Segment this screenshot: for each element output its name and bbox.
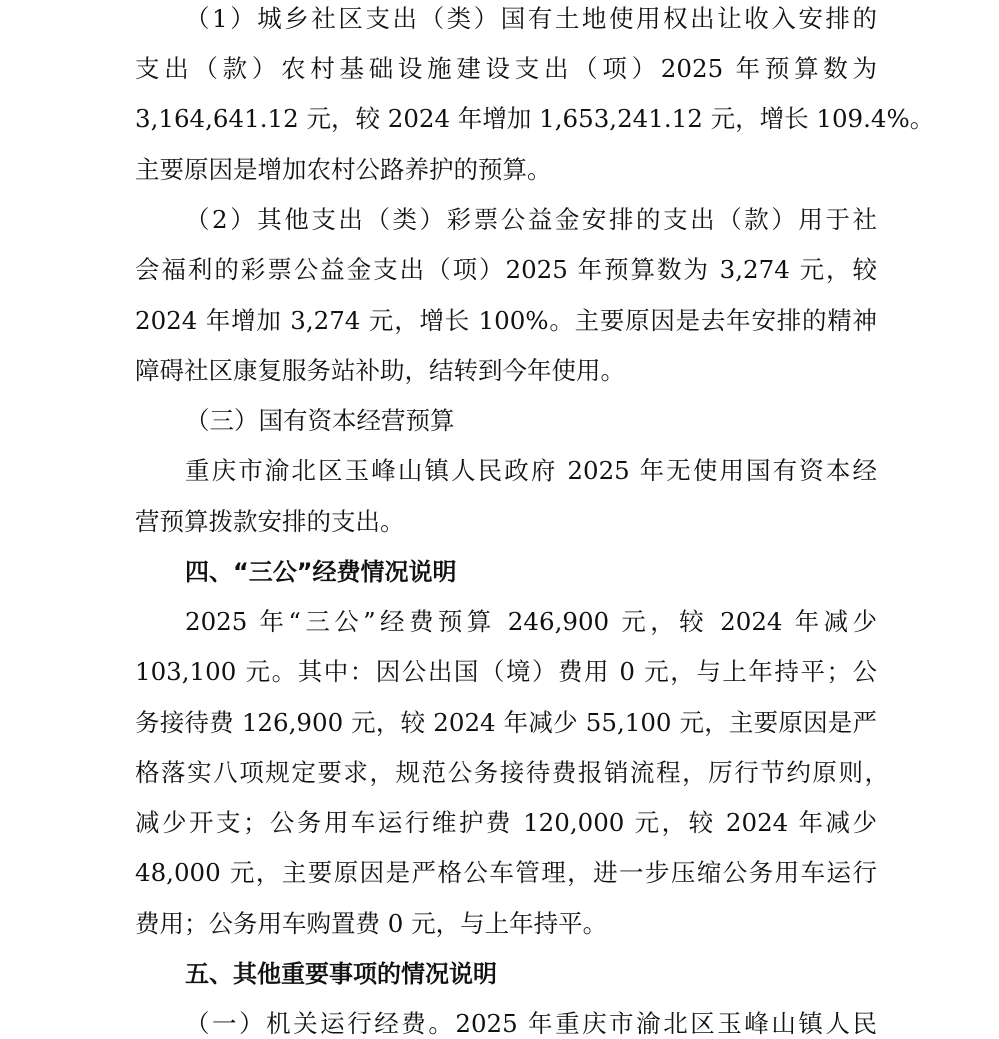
paragraph-line: 主要原因是增加农村公路养护的预算。 [135, 155, 552, 184]
paragraph-line: （1）城乡社区支出（类）国有土地使用权出让收入安排的 [185, 4, 877, 33]
paragraph-line: 48,000 元，主要原因是严格公车管理，进一步压缩公务用车运行 [135, 858, 877, 887]
section-heading: 五、其他重要事项的情况说明 [185, 960, 497, 988]
section-heading: 四、“三公”经费情况说明 [185, 558, 457, 586]
paragraph-line: 3,164,641.12 元，较 2024 年增加 1,653,241.12 元，增长 109.4%。 [135, 104, 935, 133]
paragraph-line: 务接待费 126,900 元，较 2024 年减少 55,100 元，主要原因是严 [135, 708, 877, 737]
paragraph-line: 支出（款）农村基础设施建设支出（项）2025 年预算数为 [135, 54, 877, 83]
paragraph-line: 费用；公务用车购置费 0 元，与上年持平。 [135, 909, 608, 938]
paragraph-line: （一）机关运行经费。2025 年重庆市渝北区玉峰山镇人民 [185, 1009, 877, 1038]
paragraph-line: （2）其他支出（类）彩票公益金安排的支出（款）用于社 [185, 205, 877, 234]
paragraph-line: 2025 年“三公”经费预算 246,900 元，较 2024 年减少 [185, 607, 877, 636]
paragraph-line: 营预算拨款安排的支出。 [135, 507, 405, 536]
paragraph-line: 重庆市渝北区玉峰山镇人民政府 2025 年无使用国有资本经 [185, 456, 877, 485]
section-subheading: （三）国有资本经营预算 [185, 406, 455, 435]
paragraph-line: 障碍社区康复服务站补助，结转到今年使用。 [135, 356, 625, 385]
paragraph-line: 2024 年增加 3,274 元，增长 100%。主要原因是去年安排的精神 [135, 306, 877, 335]
paragraph-line: 会福利的彩票公益金支出（项）2025 年预算数为 3,274 元，较 [135, 255, 877, 284]
paragraph-line: 减少开支；公务用车运行维护费 120,000 元，较 2024 年减少 [135, 808, 877, 837]
paragraph-line: 格落实八项规定要求，规范公务接待费报销流程，厉行节约原则， [135, 758, 889, 787]
paragraph-line: 103,100 元。其中：因公出国（境）费用 0 元，与上年持平；公 [135, 657, 877, 686]
